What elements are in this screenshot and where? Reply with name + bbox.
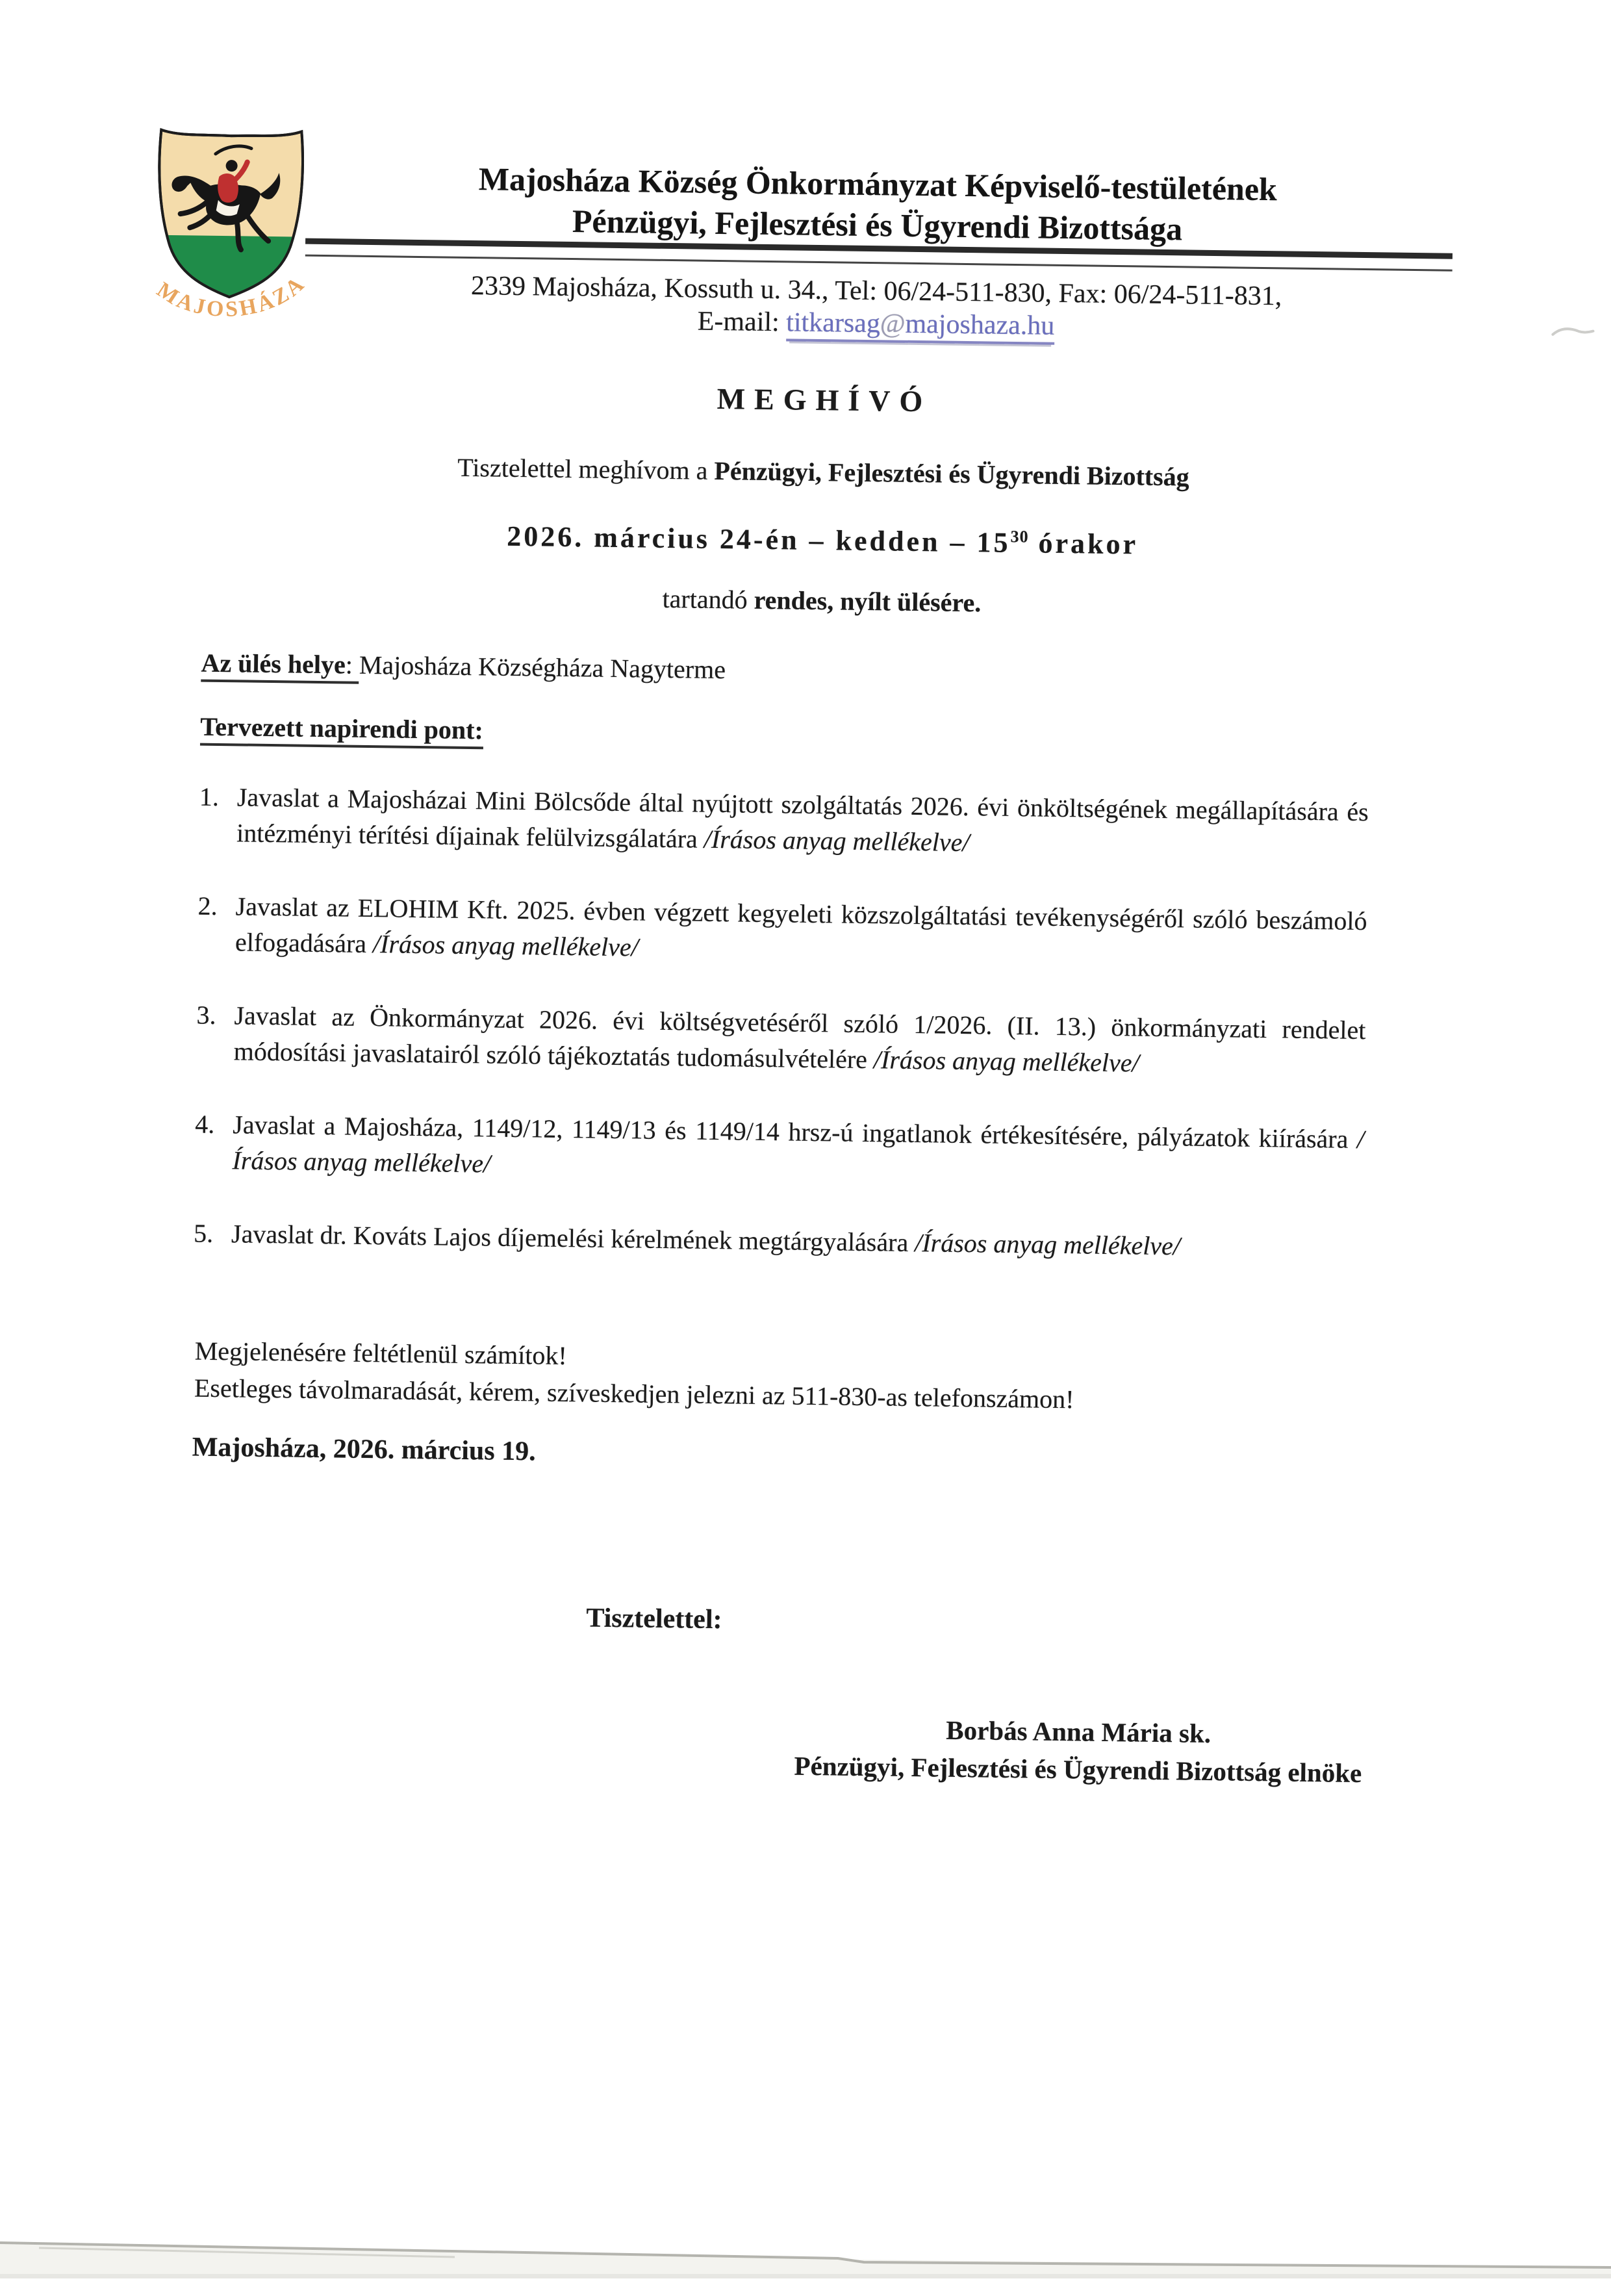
location-separator: : [345,650,360,680]
signature-block [590,1707,1566,1795]
session-normal: tartandó [662,583,754,615]
scan-smudge [1545,313,1604,346]
attachment-note: /Írásos anyag mellékelve/ [232,1124,1365,1179]
agenda-item-5 [194,1216,1364,1267]
agenda-item-text: Javaslat az Önkormányzat 2026. évi költségvetéséről szóló 1/2026. (II. 13.) önkormányzati rendelet módosítási javaslatairól szóló tájékoztatás tudomásulvételére /Írásos anyag mellékelve/ [233,1001,1366,1078]
date-place-line: Majosháza, 2026. március 19. [192,1432,536,1467]
attachment-note: /Írásos anyag mellékelve/ [372,929,639,962]
org-line-2: Pénzügyi, Fejlesztési és Ügyrendi Bizottsága [572,203,1183,248]
letterhead-address: 2339 Majosháza, Kossuth u. 34., Tel: 06/24-511-830, Fax: 06/24-511-831, [470,270,1282,312]
datetime-main: 2026. március 24-én – kedden – 15 [506,520,1011,559]
agenda-item-number: 5. [193,1218,214,1248]
datetime-suffix: órakor [1028,527,1139,561]
agenda-item-text: Javaslat dr. Kováts Lajos díjemelési kérelmének megtárgyalására /Írásos anyag mellékelve/ [231,1219,1181,1261]
at-sign: @ [880,309,906,339]
agenda-item-4 [194,1106,1364,1193]
attendance-line: Megjelenésére feltétlenül számítok! [194,1336,568,1371]
location-label: Az ülés helye [201,648,346,680]
absence-line: Esetleges távolmaradását, kérem, szíveskedjen jelezni az 511-830-as telefonszámon! [194,1373,1074,1414]
email-label: E-mail: [697,306,780,338]
agenda-item-text: Javaslat az ELOHIM Kft. 2025. évben végzett kegyeleti közszolgáltatási tevékenységéről szóló beszámoló elfogadására /Írásos anyag mellékelve/ [235,891,1367,962]
agenda-item-text: Javaslat a Majosháza, 1149/12, 1149/13 és 1149/14 hrsz-ú ingatlanok értékesítésére, pályázatok kiírására /Írásos anyag mellékelve/ [232,1110,1365,1179]
agenda-item-3 [196,997,1365,1084]
email-user: titkarsag [785,307,881,339]
agenda-item-number: 2. [197,891,218,921]
paper-edge-scan-artifact [0,2234,1611,2278]
org-line-1: Majosháza Község Önkormányzat Képviselő-testületének [478,160,1278,208]
meeting-datetime [36,513,1608,567]
signer-title: Pénzügyi, Fejlesztési és Ügyrendi Bizottság elnöke [794,1750,1362,1789]
email-domain: majoshaza.hu [905,309,1055,341]
attachment-note: /Írásos anyag mellékelve/ [704,824,970,858]
attachment-note: /Írásos anyag mellékelve/ [873,1045,1139,1078]
logo-arc-text: MAJOSHÁZA [152,270,311,322]
location-value: Majosháza Községháza Nagyterme [359,650,726,685]
closing-paragraph [194,1333,1075,1418]
agenda-item-number: 1. [199,782,220,811]
datetime-minutes-superscript: 30 [1010,527,1029,546]
agenda-item-number: 3. [196,1000,216,1030]
email-link[interactable] [786,307,1055,344]
signer-name: Borbás Anna Mária sk. [946,1715,1211,1749]
intro-committee-name: Pénzügyi, Fejlesztési és Ügyrendi Bizottság [714,455,1190,492]
salutation: Tisztelettel: [586,1603,722,1635]
meeting-location-line [201,648,726,685]
session-bold: rendes, nyílt ülésére. [754,585,982,618]
attachment-note: /Írásos anyag mellékelve/ [914,1228,1181,1261]
agenda-list [193,779,1369,1304]
agenda-item-text: Javaslat a Majosházai Mini Bölcsőde által nyújtott szolgáltatás 2026. évi önköltségének megállapítására és intézményi térítési díjainak felülvizsgálatára /Írásos anyag mellékelve/ [236,782,1369,858]
document-title: MEGHÍVÓ [717,381,932,418]
intro-normal: Tisztelettel meghívom a [457,452,715,485]
agenda-item-2 [197,888,1367,975]
agenda-heading: Tervezett napirendi pont: [200,711,483,746]
intro-line [37,446,1609,498]
session-type-line [36,575,1608,626]
agenda-item-number: 4. [195,1109,215,1139]
agenda-item-1 [199,779,1369,866]
